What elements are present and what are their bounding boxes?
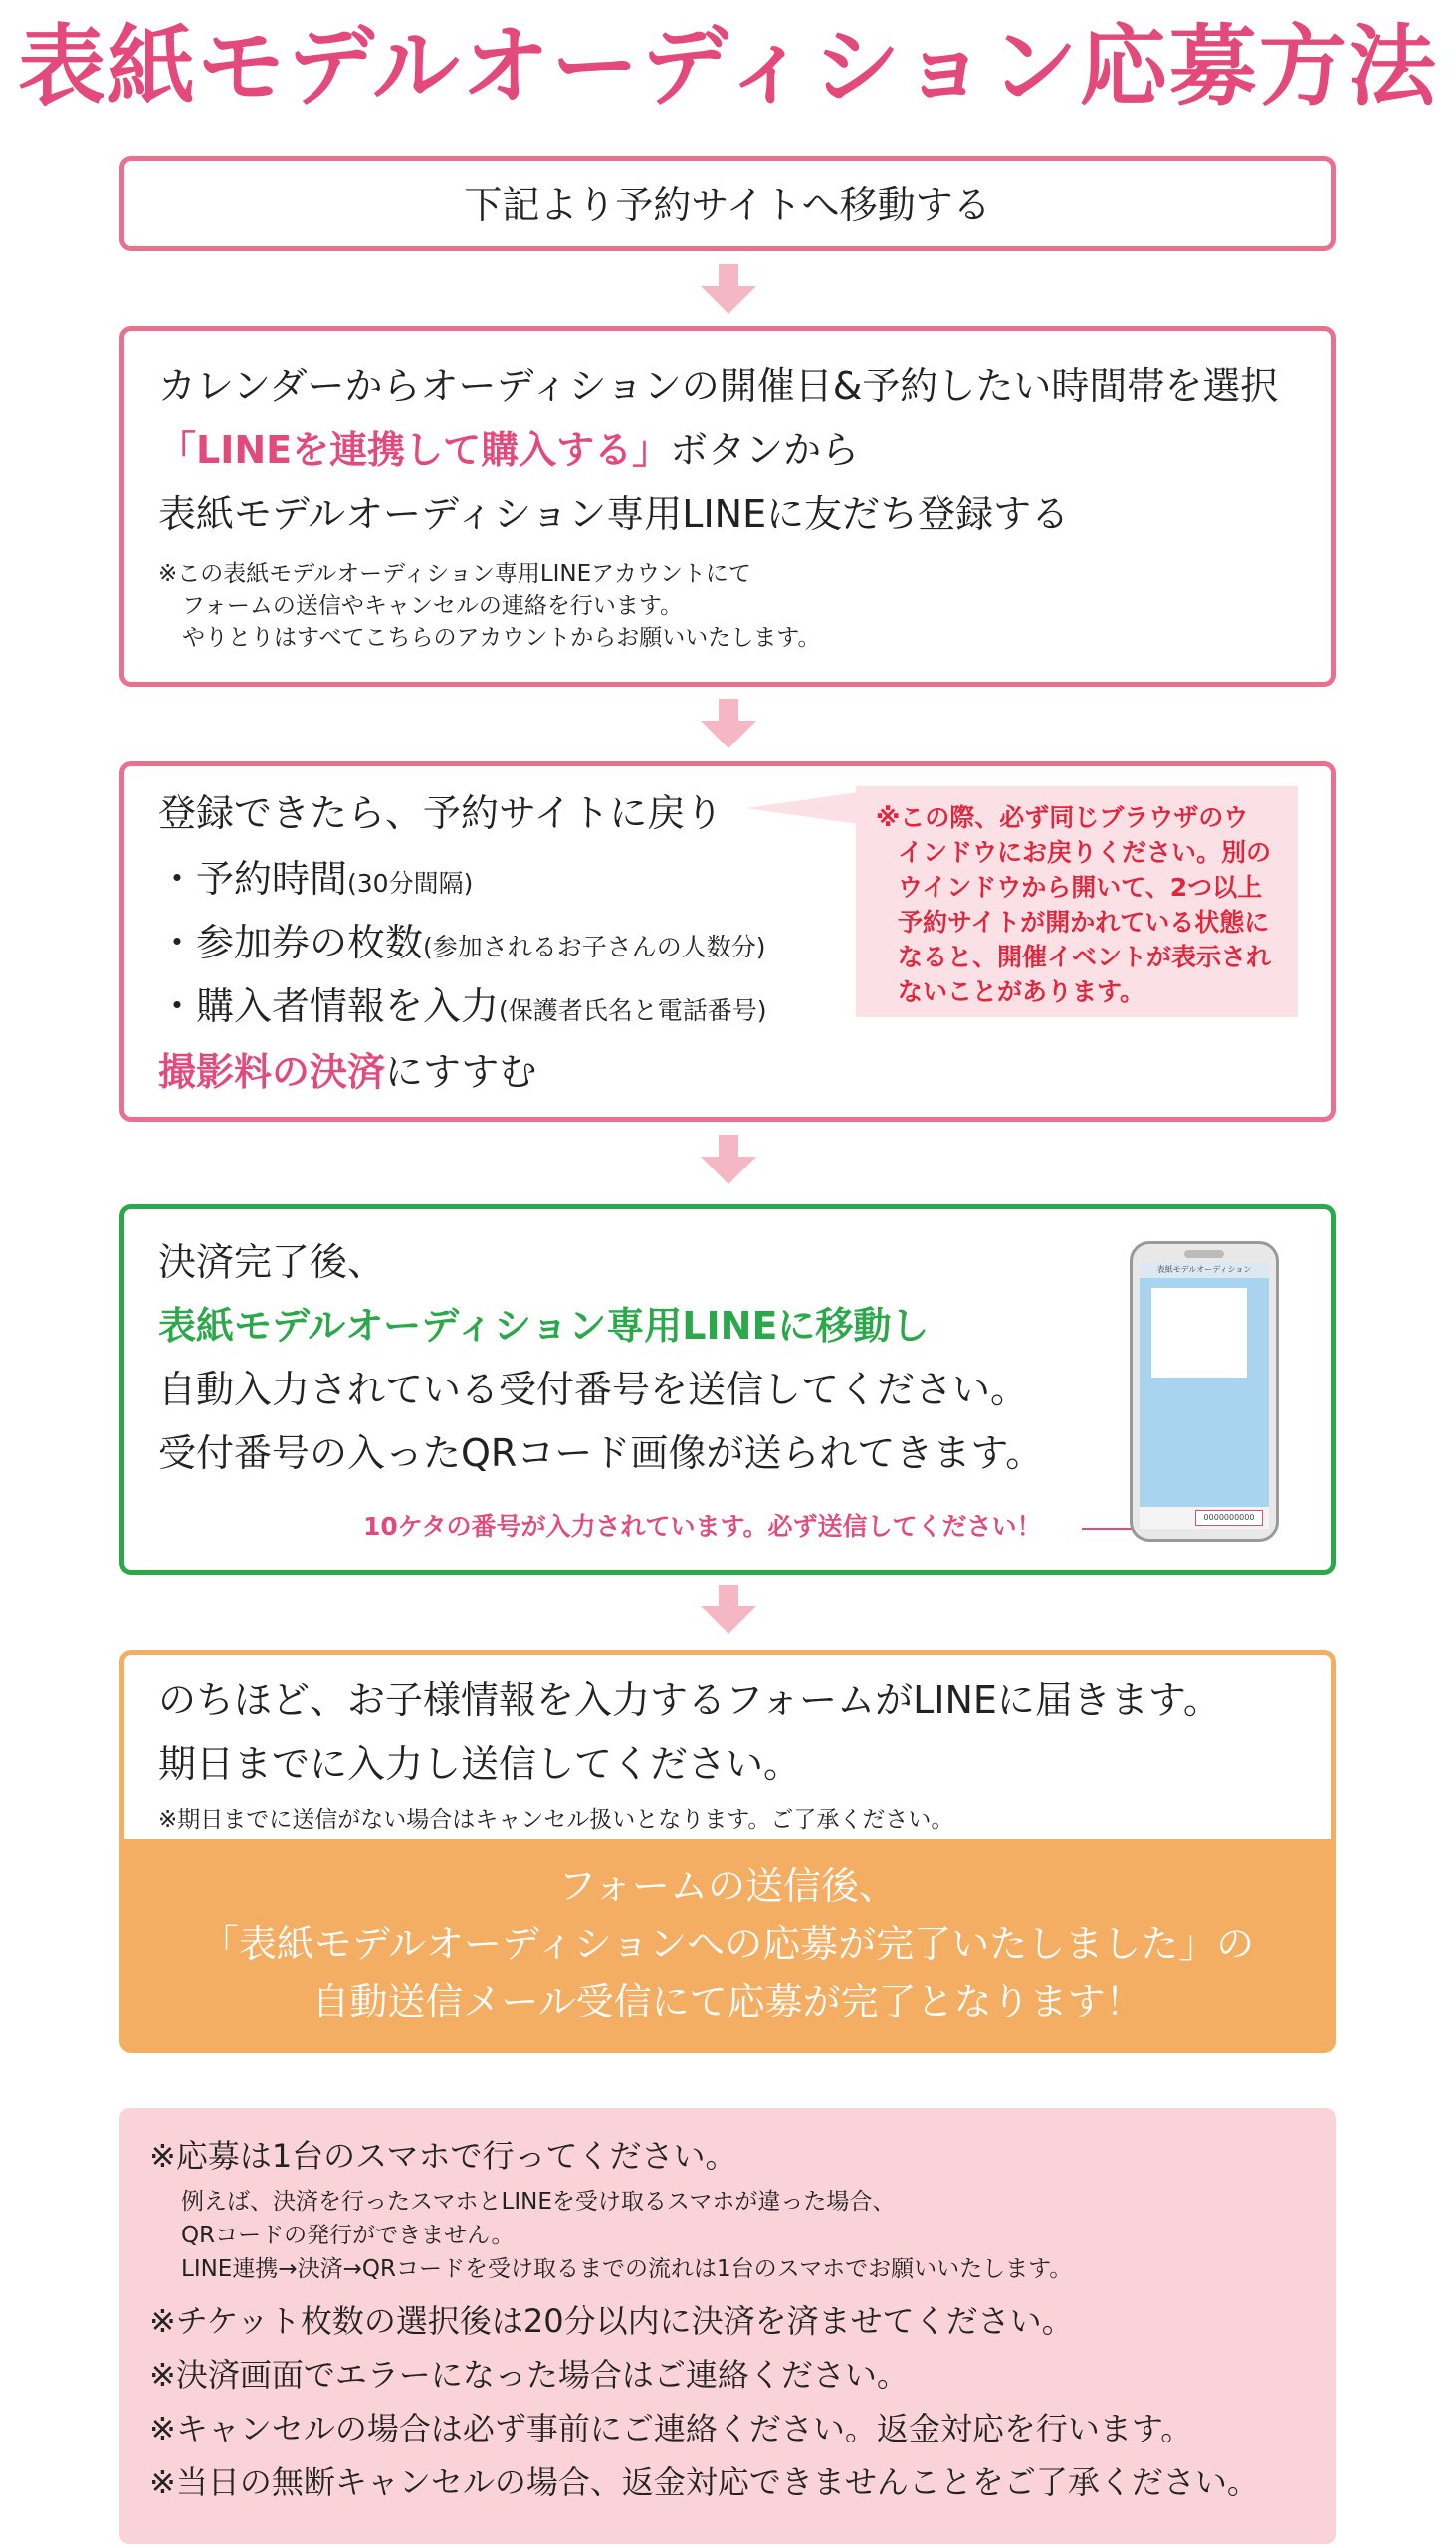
step3-item2-detail: (参加されるお子さんの人数分)	[423, 933, 766, 961]
phone-mockup	[1130, 1241, 1279, 1542]
step4-line3: 自動入力されている受付番号を送信してください。	[158, 1368, 1029, 1411]
step5-line2: 期日までに入力し送信してください。	[158, 1742, 802, 1786]
note-1b: QRコードの発行ができません。	[181, 2223, 515, 2248]
step5-note: ※期日までに送信がない場合はキャンセル扱いとなります。ご了承ください。	[158, 1807, 954, 1833]
step2-line3: 表紙モデルオーディション専用LINEに友だち登録する	[158, 492, 1070, 535]
note-1c: LINE連携→決済→QRコードを受け取るまでの流れは1台のスマホでお願いいたします。	[181, 2256, 1073, 2282]
phone-notch	[1184, 1250, 1224, 1258]
step3-item3-detail: (保護者氏名と電話番号)	[499, 996, 767, 1025]
note-5: ※当日の無断キャンセルの場合、返金対応できませんことをご了承ください。	[149, 2463, 1259, 2501]
step1-box[interactable]	[119, 156, 1336, 251]
step2-line2-rest: ボタンから	[670, 428, 860, 472]
warning-line: ないことがあります。	[898, 977, 1145, 1006]
step3-last	[158, 1047, 536, 1097]
note-4: ※キャンセルの場合は必ず事前にご連絡ください。返金対応を行います。	[149, 2410, 1193, 2447]
step3-item1-detail: (30分間隔)	[347, 869, 474, 898]
note-1: ※応募は1台のスマホで行ってください。	[149, 2137, 737, 2175]
warning-line: 予約サイトが開かれている状態に	[898, 908, 1270, 937]
note-1a: 例えば、決済を行ったスマホとLINEを受け取るスマホが違った場合、	[181, 2189, 896, 2215]
warning-line: なると、開催イベントが表示され	[898, 943, 1272, 971]
important-notes	[119, 2108, 1336, 2544]
line-link-button-label: 「LINEを連携して購入する」	[158, 428, 671, 472]
page-title: 表紙モデルオーディション応募方法	[18, 15, 1438, 117]
step3-item2	[158, 918, 766, 972]
browser-warning-note	[856, 786, 1298, 1017]
step3-line1: 登録できたら、予約サイトに戻り	[158, 791, 724, 835]
step3-item1-label: ・予約時間	[158, 857, 348, 901]
arrow-down-icon	[701, 264, 756, 314]
callout-pointer	[746, 792, 858, 832]
step2-note2: フォームの送信やキャンセルの連絡を行います。	[182, 593, 684, 619]
step5-line1: のちほど、お子様情報を入力するフォームがLINEに届きます。	[158, 1678, 1221, 1722]
step3-item3	[158, 981, 767, 1036]
step2-note3: やりとりはすべてこちらのアカウントからお願いいたします。	[182, 625, 821, 651]
payment-label: 撮影料の決済	[158, 1050, 386, 1094]
arrow-down-icon	[701, 699, 756, 748]
step4-box	[119, 1204, 1336, 1575]
step4-line4: 受付番号の入ったQRコード画像が送られてきます。	[158, 1431, 1044, 1475]
warning-line: ※この際、必ず同じブラウザのウ	[876, 803, 1249, 832]
note-3: ※決済画面でエラーになった場合はご連絡ください。	[149, 2356, 909, 2394]
step4-line2: 表紙モデルオーディション専用LINEに移動し	[158, 1304, 930, 1348]
step1-text: 下記より予約サイトへ移動する	[464, 183, 991, 227]
step2-line2	[158, 425, 859, 475]
step2-note1: ※この表紙モデルオーディション専用LINEアカウントにて	[158, 561, 751, 587]
step2-box	[119, 326, 1336, 687]
band-line3: 自動送信メール受信にて応募が完了となります！	[312, 1980, 1144, 2023]
step5-box	[119, 1650, 1336, 2053]
phone-image-placeholder	[1151, 1288, 1247, 1378]
phone-input-field[interactable]: 0000000000	[1195, 1510, 1263, 1526]
step2-line1: カレンダーからオーディションの開催日&予約したい時間帯を選択	[158, 364, 1279, 408]
note-2: ※チケット枚数の選択後は20分以内に決済を済ませてください。	[149, 2302, 1074, 2340]
step4-caption: 10ケタの番号が入力されています。必ず送信してください！	[363, 1512, 1042, 1541]
band-line1: フォームの送信後、	[557, 1864, 898, 1908]
phone-header: 表紙モデルオーディション	[1140, 1262, 1269, 1278]
arrow-down-icon	[701, 1585, 756, 1634]
step4-line1: 決済完了後、	[158, 1240, 386, 1284]
step3-item1	[158, 854, 473, 909]
step3-last-rest: にすすむ	[385, 1050, 537, 1094]
warning-line: インドウにお戻りください。別の	[898, 838, 1272, 867]
step3-item3-label: ・購入者情報を入力	[158, 984, 500, 1028]
band-line2: 「表紙モデルオーディションへの応募が完了いたしました」の	[200, 1922, 1255, 1966]
phone-screen	[1140, 1262, 1269, 1529]
warning-line: ウインドウから開いて、2つ以上	[898, 873, 1263, 902]
arrow-down-icon	[701, 1135, 756, 1184]
completion-band	[124, 1839, 1331, 2048]
step3-item2-label: ・参加券の枚数	[158, 921, 424, 964]
